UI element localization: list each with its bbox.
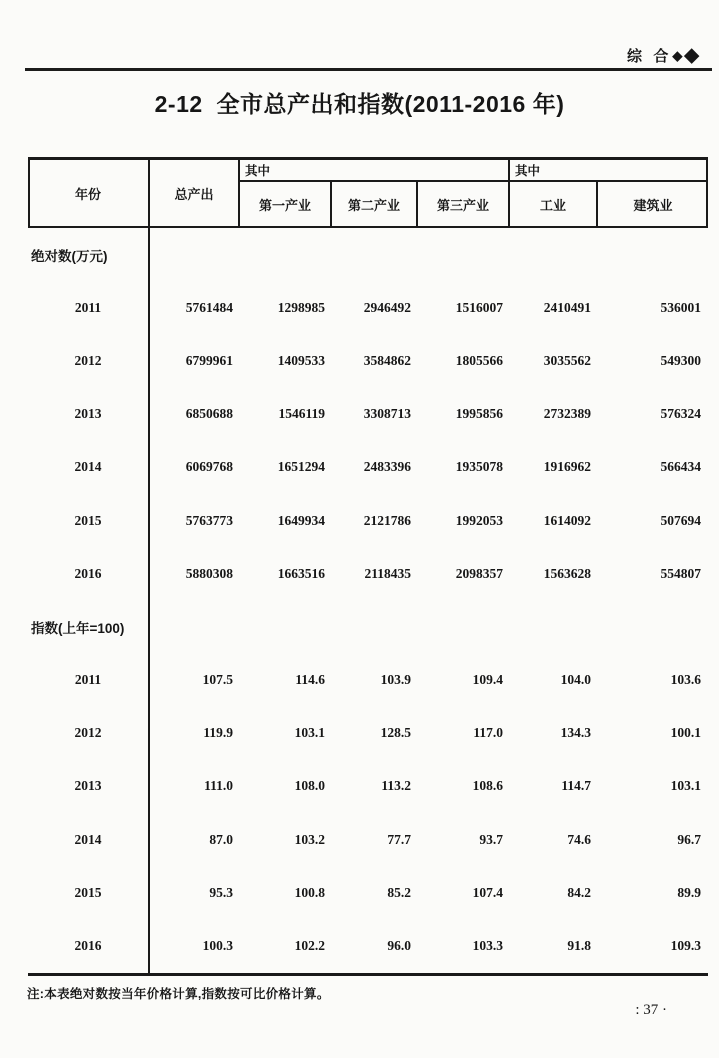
value-cell: 3035562 [543, 352, 591, 368]
value-cell: 566434 [660, 459, 701, 475]
value-cell: 1995856 [455, 406, 503, 422]
page-corner-header [627, 44, 700, 67]
value-cell: 85.2 [387, 884, 411, 900]
value-cell: 77.7 [387, 831, 411, 847]
table-row [28, 388, 708, 441]
value-cell: 549300 [660, 352, 701, 368]
value-cell: 1651294 [277, 459, 325, 475]
section-label-absolute: 绝对数(万元) [28, 228, 150, 281]
value-cell: 103.1 [670, 778, 701, 794]
value-cell: 507694 [660, 512, 701, 528]
value-cell: 2410491 [543, 299, 591, 315]
value-cell: 100.3 [202, 938, 233, 954]
value-cell: 100.8 [294, 884, 325, 900]
year-cell: 2014 [28, 441, 150, 494]
value-cell: 6850688 [185, 406, 233, 422]
value-cell: 6069768 [185, 459, 233, 475]
value-cell: 117.0 [473, 725, 503, 741]
table-row [28, 654, 708, 707]
value-cell: 1916962 [543, 459, 591, 475]
value-cell: 107.4 [472, 884, 503, 900]
empty-cells [150, 228, 708, 281]
table-row [28, 334, 708, 387]
table-section-row [28, 228, 708, 281]
value-cell: 2483396 [363, 459, 411, 475]
value-cell: 1298985 [277, 299, 325, 315]
value-cell: 103.2 [294, 831, 325, 847]
value-cell: 554807 [660, 565, 701, 581]
value-cell: 1546119 [278, 406, 325, 422]
value-cell: 87.0 [209, 831, 233, 847]
value-cell: 2118435 [364, 565, 411, 581]
value-cell: 3584862 [363, 352, 411, 368]
value-cell: 5761484 [185, 299, 233, 315]
value-cell: 96.7 [677, 831, 701, 847]
col-header-industry: 工业 [510, 182, 598, 226]
table-row [28, 919, 708, 972]
value-cell: 102.2 [294, 938, 325, 954]
section-category-label: 综 合 [627, 48, 670, 65]
year-cell: 2012 [28, 707, 150, 760]
year-cell: 2015 [28, 866, 150, 919]
col-header-of-which-secondary: 其中 [510, 160, 708, 182]
value-cell: 111.0 [204, 778, 233, 794]
table-row [28, 494, 708, 547]
year-cell: 2015 [28, 494, 150, 547]
table-body [28, 228, 708, 973]
col-header-tertiary-industry: 第三产业 [418, 182, 510, 226]
year-cell: 2011 [28, 654, 150, 707]
section-label-index: 指数(上年=100) [28, 600, 150, 653]
value-cell: 95.3 [209, 884, 233, 900]
value-cell: 104.0 [560, 672, 591, 688]
value-cell: 93.7 [479, 831, 503, 847]
value-cell: 1935078 [455, 459, 503, 475]
value-cell: 114.7 [561, 778, 591, 794]
year-cell: 2016 [28, 547, 150, 600]
value-cell: 1563628 [543, 565, 591, 581]
value-cell: 1409533 [277, 352, 325, 368]
page-number: : 37 · [635, 1002, 667, 1018]
table-row [28, 441, 708, 494]
value-cell: 1992053 [455, 512, 503, 528]
value-cell: 74.6 [567, 831, 591, 847]
value-cell: 109.4 [472, 672, 503, 688]
col-header-of-which-industries: 其中 [240, 160, 510, 182]
year-cell: 2011 [28, 281, 150, 334]
value-cell: 2121786 [363, 512, 411, 528]
col-header-total-output: 总产出 [150, 160, 240, 226]
table-row [28, 547, 708, 600]
table-row [28, 866, 708, 919]
value-cell: 1516007 [455, 299, 503, 315]
value-cell: 107.5 [202, 672, 233, 688]
year-cell: 2014 [28, 813, 150, 866]
value-cell: 84.2 [567, 884, 591, 900]
value-cell: 108.0 [294, 778, 325, 794]
value-cell: 134.3 [560, 725, 591, 741]
value-cell: 108.6 [472, 778, 503, 794]
header-rule [25, 68, 712, 71]
value-cell: 1649934 [277, 512, 325, 528]
value-cell: 128.5 [380, 725, 411, 741]
col-header-primary-industry: 第一产业 [240, 182, 332, 226]
value-cell: 100.1 [670, 725, 701, 741]
value-cell: 109.3 [670, 938, 701, 954]
value-cell: 1663516 [277, 565, 325, 581]
col-header-construction: 建筑业 [633, 197, 673, 213]
col-header-year: 年份 [28, 160, 150, 226]
value-cell: 103.3 [472, 938, 503, 954]
table-row [28, 813, 708, 866]
value-cell: 6799961 [185, 352, 233, 368]
value-cell: 3308713 [363, 406, 411, 422]
value-cell: 114.6 [295, 672, 325, 688]
value-cell: 1805566 [455, 352, 503, 368]
diamond-icon-small: ◆ [672, 47, 684, 63]
value-cell: 5763773 [185, 512, 233, 528]
value-cell: 2732389 [543, 406, 591, 422]
table-row [28, 760, 708, 813]
year-cell: 2012 [28, 334, 150, 387]
empty-cells [150, 600, 708, 653]
year-cell: 2013 [28, 388, 150, 441]
table-header [28, 160, 708, 228]
value-cell: 536001 [660, 299, 701, 315]
value-cell: 5880308 [185, 565, 233, 581]
value-cell: 119.9 [203, 725, 233, 741]
value-cell: 103.6 [670, 672, 701, 688]
value-cell: 96.0 [387, 938, 411, 954]
table-section-row [28, 600, 708, 653]
year-cell: 2013 [28, 760, 150, 813]
footnote: 注:本表绝对数按当年价格计算,指数按可比价格计算。 [27, 987, 330, 1001]
value-cell: 2946492 [363, 299, 411, 315]
value-cell: 2098357 [455, 565, 503, 581]
value-cell: 1614092 [543, 512, 591, 528]
value-cell: 103.1 [294, 725, 325, 741]
value-cell: 576324 [660, 406, 701, 422]
table-row [28, 281, 708, 334]
year-cell: 2016 [28, 919, 150, 972]
col-header-secondary-industry: 第二产业 [332, 182, 418, 226]
output-index-table [28, 157, 708, 976]
diamond-icon-large: ◆ [684, 45, 700, 66]
value-cell: 89.9 [677, 884, 701, 900]
value-cell: 113.2 [381, 778, 411, 794]
page-title: 2-12 全市总产出和指数(2011-2016 年) [154, 91, 565, 117]
table-row [28, 707, 708, 760]
value-cell: 103.9 [380, 672, 411, 688]
value-cell: 91.8 [567, 938, 591, 954]
